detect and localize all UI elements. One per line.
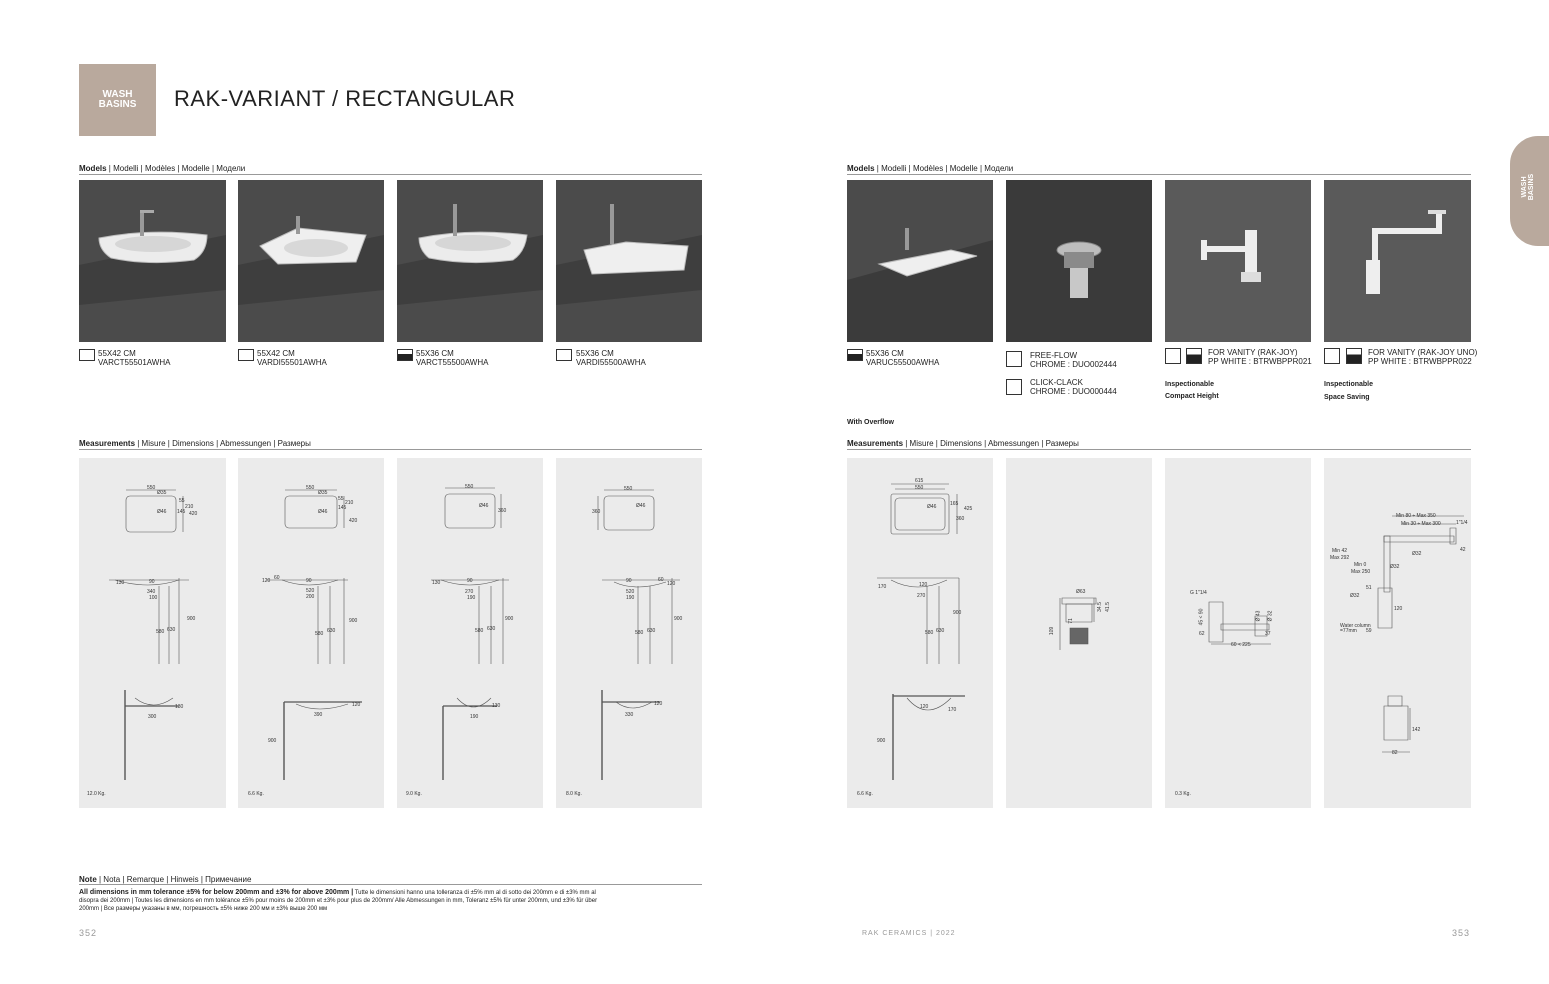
models-heading-rest: | Modelli | Modèles | Modelle | Модели: [874, 164, 1014, 173]
drawing-panel-7: [1165, 458, 1311, 808]
model-size: 55X36 CM: [576, 349, 614, 358]
dim-depth: 360: [498, 508, 507, 514]
weight: 8.0 Kg.: [566, 791, 582, 797]
trap-label-1: [1208, 348, 1312, 366]
measurements-heading-right: [847, 439, 1079, 448]
side-tab-line2: BASINS: [1528, 173, 1535, 201]
dim-floor3: 900: [505, 616, 514, 622]
dim-side2: 120: [919, 582, 928, 588]
dim-side5: 190: [626, 595, 635, 601]
dim-top2: 120: [654, 701, 663, 707]
model-code: VARCT55501AWHA: [98, 358, 171, 367]
countertop-icon: [79, 349, 95, 361]
dim-h1: 62: [1199, 631, 1205, 637]
dim-side1: 90: [626, 578, 632, 584]
dim-top1: 190: [470, 714, 479, 720]
dim-floor3: 900: [187, 616, 196, 622]
product-photo-5: [847, 180, 993, 342]
dim-top1: 390: [314, 712, 323, 718]
measurements-heading-left: [79, 439, 311, 448]
trap-feature-1: Inspectionable: [1324, 381, 1374, 388]
product-photo-2: [238, 180, 384, 342]
model-label-5: [866, 349, 939, 367]
dim-width-outer: 615: [915, 478, 924, 484]
dim-tap-hole: Ø35: [318, 490, 328, 496]
models-heading-right: [847, 164, 1013, 173]
divider: [79, 884, 702, 885]
waste-name: FREE-FLOW: [1030, 351, 1078, 360]
models-heading-left: [79, 164, 245, 173]
dim-q: 142: [1412, 727, 1421, 733]
trap-code: PP WHITE : BTRWBPPR021: [1208, 357, 1312, 366]
dim-floor1: 580: [635, 630, 644, 636]
trap-feature-2: Compact Height: [1165, 393, 1219, 400]
dim-side2: 90: [149, 579, 155, 585]
model-code: VARCT55500AWHA: [416, 358, 489, 367]
drawing-panel-2: [238, 458, 384, 808]
dim-floor2: 630: [327, 628, 336, 634]
model-code: VARDI55500AWHA: [576, 358, 646, 367]
trap-photo-2: [1324, 180, 1471, 342]
dim-top1: 300: [148, 714, 157, 720]
dim-top2: 170: [948, 707, 957, 713]
dim-top1: 330: [625, 712, 634, 718]
dim-side2: 90: [467, 578, 473, 584]
dim-floor2: 630: [167, 627, 176, 633]
model-size: 55X36 CM: [866, 349, 904, 358]
drawing-panel-8: [1324, 458, 1471, 808]
waste-code: CHROME : DUO000444: [1030, 387, 1117, 396]
waste-code: CHROME : DUO002444: [1030, 360, 1117, 369]
product-photo-1: [79, 180, 226, 342]
divider: [79, 174, 702, 175]
trap-photo-1: [1165, 180, 1311, 342]
dim-width: 550: [624, 486, 633, 492]
dim-o: =77mm: [1340, 628, 1357, 634]
dim-floor2: 630: [647, 628, 656, 634]
dim-floor3: 900: [674, 616, 683, 622]
dim-waste-hole: Ø46: [479, 503, 489, 509]
dim-floor3: 900: [349, 618, 358, 624]
model-code: VARUC55500AWHA: [866, 358, 940, 367]
weight: 6.6 Kg.: [857, 791, 873, 797]
undercounter-icon: [847, 349, 863, 361]
dim-side0: 120: [262, 578, 271, 584]
measurements-heading-bold: Measurements: [79, 439, 138, 448]
dim-side4: 200: [306, 594, 315, 600]
dim-side4: 100: [149, 595, 158, 601]
dim-b: 41.5: [1104, 602, 1111, 612]
dim-a: 55: [338, 496, 344, 502]
trap-feature-1: Inspectionable: [1165, 381, 1215, 388]
drop-in-icon: [238, 349, 254, 361]
waste-icon: [1006, 351, 1022, 367]
dim-h: Min 0: [1354, 562, 1367, 568]
dim-b: 210: [345, 500, 354, 506]
dim-tap-hole: Ø35: [157, 490, 167, 496]
dim-waste-hole: Ø46: [157, 509, 167, 515]
dim-g: Ø32: [1412, 551, 1422, 557]
trap-feature-2: Space Saving: [1324, 394, 1370, 401]
page-title: RAK-VARIANT / RECTANGULAR: [174, 86, 516, 111]
model-label-3: [416, 349, 488, 367]
drawing-panel-4: [556, 458, 702, 808]
dim-side1: 130: [116, 580, 125, 586]
dim-b: Min 30 ÷ Max 300: [1401, 521, 1441, 527]
product-photo-4: [556, 180, 702, 342]
note-body: [79, 889, 709, 913]
dim-floor1: 580: [475, 628, 484, 634]
dim-side4: 190: [467, 595, 476, 601]
dim-depth: 420: [189, 511, 198, 517]
trap-name: FOR VANITY (RAK-JOY): [1208, 348, 1298, 357]
category-tag: [79, 64, 156, 136]
dim-top2: 130: [492, 703, 501, 709]
drawing-panel-3: [397, 458, 543, 808]
dim-side3: 340: [147, 589, 156, 595]
models-heading-rest: | Modelli | Modèles | Modelle | Модели: [106, 164, 246, 173]
model-label-2: [257, 349, 327, 367]
waste-label-2: [1030, 378, 1117, 396]
models-heading-bold: Models: [847, 164, 875, 173]
dim-floor1: 580: [925, 630, 934, 636]
dim-side3: 270: [917, 593, 926, 599]
dim-top2: 130: [175, 704, 184, 710]
dim-top3: 900: [877, 738, 886, 744]
dim-m: 120: [1394, 606, 1403, 612]
vanity-icon: [1346, 348, 1362, 364]
measurements-heading-rest: | Misure | Dimensions | Abmessungen | Размеры: [137, 439, 311, 448]
dim-c: 145: [338, 505, 347, 511]
waste-label-1: [1030, 351, 1117, 369]
dim-c: 360: [956, 516, 965, 522]
side-tab-label: [1521, 173, 1535, 201]
model-size: 55X36 CM: [416, 349, 454, 358]
dim-e: Min 42: [1332, 548, 1348, 554]
dim-range: 45 < 90: [1198, 608, 1205, 626]
dim-c: 1"1/4: [1456, 520, 1468, 526]
waste-icon: [1006, 379, 1022, 395]
drawing-panel-1: [79, 458, 226, 808]
drop-in-icon: [556, 349, 572, 361]
model-size: 55X42 CM: [257, 349, 295, 358]
dim-side3: 120: [667, 581, 676, 587]
dim-d: 109: [1049, 626, 1056, 636]
dim-width: 60 < 225: [1231, 642, 1251, 648]
dim-top1: 120: [920, 704, 929, 710]
weight: 9.0 Kg.: [406, 791, 422, 797]
waste-photo: [1006, 180, 1152, 342]
dim-waste-hole: Ø46: [636, 503, 646, 509]
dim-waste-hole: Ø46: [927, 504, 937, 510]
dim-side2: 60: [658, 577, 664, 583]
weight: 12.0 Kg.: [87, 791, 106, 797]
dim-c: 145: [177, 509, 186, 515]
measurements-heading-bold: Measurements: [847, 439, 906, 448]
dim-a: 34.5: [1096, 602, 1103, 612]
side-tab-line1: WASH: [1521, 176, 1528, 198]
dim-p: 59: [1366, 628, 1372, 634]
dim-floor1: 580: [315, 631, 324, 637]
drawing-panel-6: [1006, 458, 1152, 808]
weight: 6.6 Kg.: [248, 791, 264, 797]
divider: [847, 449, 1471, 450]
dim-i: Max 250: [1351, 569, 1371, 575]
dim-f: Max 292: [1330, 555, 1350, 561]
category-tag-line1: WASH: [102, 89, 133, 100]
dim-top3: 900: [268, 738, 277, 744]
weight: 0.3 Kg.: [1175, 791, 1191, 797]
dim-width: 550: [465, 484, 474, 490]
model-label-1: [98, 349, 170, 367]
countertop-icon: [397, 349, 413, 361]
models-heading-bold: Models: [79, 164, 107, 173]
dim-a: Min 80 ÷ Max 350: [1396, 513, 1436, 519]
note-bold: All dimensions in mm tolerance ±5% for below 200mm and ±3% for above 200mm |: [79, 889, 354, 896]
footer-brand: RAK CERAMICS | 2022: [862, 930, 956, 937]
model-size: 55X42 CM: [98, 349, 136, 358]
dim-j: Ø32: [1390, 564, 1400, 570]
note-line2: disopra dei 200mm | Toutes les dimensions en mm tolérance ±5% pour moins de 200mm et ±3% pour plus de 200mm/ Alle Abmessungen in mm, Toleranz ±5% für unter 200mm, und ±3% für über: [79, 898, 598, 904]
dim-floor2: 630: [936, 628, 945, 634]
dim-waste-hole: Ø46: [318, 509, 328, 515]
dim-d2: Ø 32: [1267, 610, 1274, 622]
page-number-right: 353: [1452, 928, 1471, 938]
dim-n: Water column: [1340, 623, 1371, 629]
dim-a: 165: [950, 501, 959, 507]
vanity-icon: [1186, 348, 1202, 364]
product-photo-3: [397, 180, 543, 342]
dim-b: 210: [185, 504, 194, 510]
trap-name: FOR VANITY (RAK-JOY UNO): [1368, 348, 1478, 357]
dim-depth: 360: [592, 509, 601, 515]
dim-side1: 130: [432, 580, 441, 586]
category-tag-line2: BASINS: [98, 99, 137, 110]
dim-side3: 270: [465, 589, 474, 595]
note-heading-rest: | Nota | Remarque | Hinweis | Примечание: [96, 875, 252, 884]
dim-side1: 170: [878, 584, 887, 590]
trap-code: PP WHITE : BTRWBPPR022: [1368, 357, 1472, 366]
dim-d: 42: [1460, 547, 1466, 553]
dim-floor2: 630: [487, 626, 496, 632]
model-label-4: [576, 349, 646, 367]
dim-h2: 37: [1265, 631, 1271, 637]
trap-label-2: [1368, 348, 1477, 366]
dim-top2: 120: [352, 702, 361, 708]
with-overflow-label: With Overflow: [847, 419, 894, 426]
dim-k: 51: [1366, 585, 1372, 591]
dim-width-inner: 550: [915, 485, 924, 491]
dim-b: 425: [964, 506, 973, 512]
dim-l: Ø32: [1350, 593, 1360, 599]
dim-side4: 520: [626, 589, 635, 595]
note-line1: [79, 889, 709, 897]
dim-side2: 90: [306, 578, 312, 584]
dim-floor3: 900: [953, 610, 962, 616]
dim-thread: G 1"1/4: [1190, 590, 1207, 596]
waste-name: CLICK-CLACK: [1030, 378, 1083, 387]
dim-a: 55: [179, 498, 185, 504]
trap-icon: [1165, 348, 1181, 364]
dim-width: 550: [147, 485, 156, 491]
dim-depth: 420: [349, 518, 358, 524]
note-line1-text: Tutte le dimensioni hanno una tolleranza di ±5% mm al di sotto dei 200mm e di ±3% mm al: [353, 890, 596, 896]
dim-floor1: 580: [156, 629, 165, 635]
trap-icon: [1324, 348, 1340, 364]
page-number-left: 352: [79, 928, 98, 938]
note-line3: 200mm | Все размеры указаны в мм, погрешность ±5% ниже 200 мм и ±3% выше 200 мм: [79, 906, 328, 912]
dim-r: 82: [1392, 750, 1398, 756]
dim-diameter: Ø63: [1076, 589, 1086, 595]
note-heading-bold: Note: [79, 875, 97, 884]
drawing-panel-5: [847, 458, 993, 808]
divider: [847, 174, 1471, 175]
dim-c: 71: [1067, 618, 1074, 624]
divider: [79, 449, 702, 450]
note-heading: [79, 875, 251, 884]
dim-side3: 520: [306, 588, 315, 594]
dim-d1: Ø 43: [1255, 610, 1262, 622]
measurements-heading-rest: | Misure | Dimensions | Abmessungen | Размеры: [905, 439, 1079, 448]
dim-side1: 60: [274, 575, 280, 581]
dim-width: 550: [306, 485, 315, 491]
model-code: VARDI55501AWHA: [257, 358, 327, 367]
